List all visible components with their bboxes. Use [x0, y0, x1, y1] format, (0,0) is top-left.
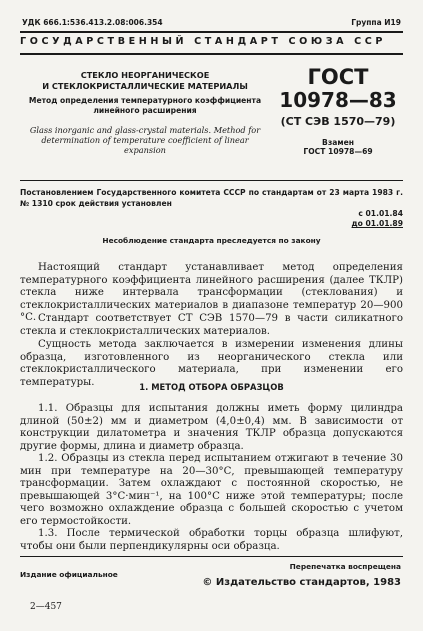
group-code: Группа И19 — [351, 18, 401, 27]
title-line: СТЕКЛО НЕОРГАНИЧЕСКОЕ — [80, 70, 210, 80]
body-paragraph: 1.3. После термической обработки торцы образца шлифуют, чтобы они были перпендикулярны оси образца. — [20, 528, 403, 552]
state-standard-banner: ГОСУДАРСТВЕННЫЙ СТАНДАРТ СОЮЗА ССР — [20, 36, 387, 47]
official-edition: Издание официальное — [20, 570, 118, 579]
gost-number: 10978—83 — [279, 88, 397, 112]
body-paragraph: 1.1. Образцы для испытания должны иметь форму цилиндра длиной (50±2) мм и диаметром (4,0±0,4) мм. В зависимости от конструкции дилатометра и значения ТКЛР образца допускаются другие формы, длина и диаметр образца. — [20, 403, 403, 452]
page-number: 2—457 — [30, 602, 62, 612]
body-paragraph: Сущность метода заключается в измерении изменения длины образца, изготовленного из неорганического стекла или стеклокристаллического материала, при изменении его температуры. — [20, 339, 403, 388]
banner-rule — [20, 53, 403, 55]
gost-label: ГОСТ — [307, 65, 369, 89]
body-paragraph: 1.2. Образцы из стекла перед испытанием отжигают в течение 30 мин при температуре на 20—30°С, превышающей температуру трансформации. Затем охлаждают с постоянной скоростью, не превышающей 3°С·мин⁻¹, на 100°С ниже этой температуры; после чего возможно охлаждение образца с большей скоростью с учетом его термостойкости. — [20, 453, 403, 527]
body-paragraph: Настоящий стандарт устанавливает метод определения температурного коэффициента линейного расширения (далее ТКЛР) стекла ниже интервала трансформации (стеклования) и стеклокристаллических материалов в диапазоне температур 20—900 °С. — [20, 262, 403, 324]
replaces-label: Взамен — [322, 138, 354, 147]
subtitle-line: Метод определения температурного коэффициента — [28, 96, 262, 105]
top-rule — [20, 31, 403, 33]
footer-rule — [20, 556, 403, 557]
title-line: И СТЕКЛОКРИСТАЛЛИЧЕСКИЕ МАТЕРИАЛЫ — [42, 81, 248, 91]
copyright: © Издательство стандартов, 1983 — [202, 577, 401, 588]
english-title — [20, 125, 270, 155]
subtitle-line: линейного расширения — [93, 106, 197, 115]
english-title-line: expansion — [124, 145, 166, 155]
section-heading: 1. МЕТОД ОТБОРА ОБРАЗЦОВ — [139, 382, 284, 392]
english-title-line: determination of temperature coefficient of linear — [41, 135, 249, 145]
decree-text: Постановлением Государственного комитета СССР по стандартам от 23 марта 1983 г. № 1310 срок действия установлен — [20, 188, 403, 208]
validity-dates — [352, 209, 403, 229]
gost-designation — [276, 66, 400, 156]
date-to: до 01.01.89 — [351, 219, 403, 228]
replaces-value: ГОСТ 10978—69 — [303, 147, 373, 156]
sev-reference: (СТ СЭВ 1570—79) — [280, 115, 396, 128]
reprint-notice: Перепечатка воспрещена — [289, 562, 401, 571]
udk-code: УДК 666.1:536.413.2.08:006.354 — [22, 18, 163, 27]
english-title-line: Glass inorganic and glass-crystal materials. Method for — [29, 125, 261, 135]
date-from: с 01.01.84 — [358, 209, 403, 218]
standard-title — [20, 70, 270, 116]
title-bottom-rule — [20, 180, 403, 181]
body-paragraph: Стандарт соответствует СТ СЭВ 1570—79 в части силикатного стекла и стеклокристаллических материалов. — [20, 313, 403, 337]
legal-warning: Несоблюдение стандарта преследуется по закону — [102, 236, 321, 245]
